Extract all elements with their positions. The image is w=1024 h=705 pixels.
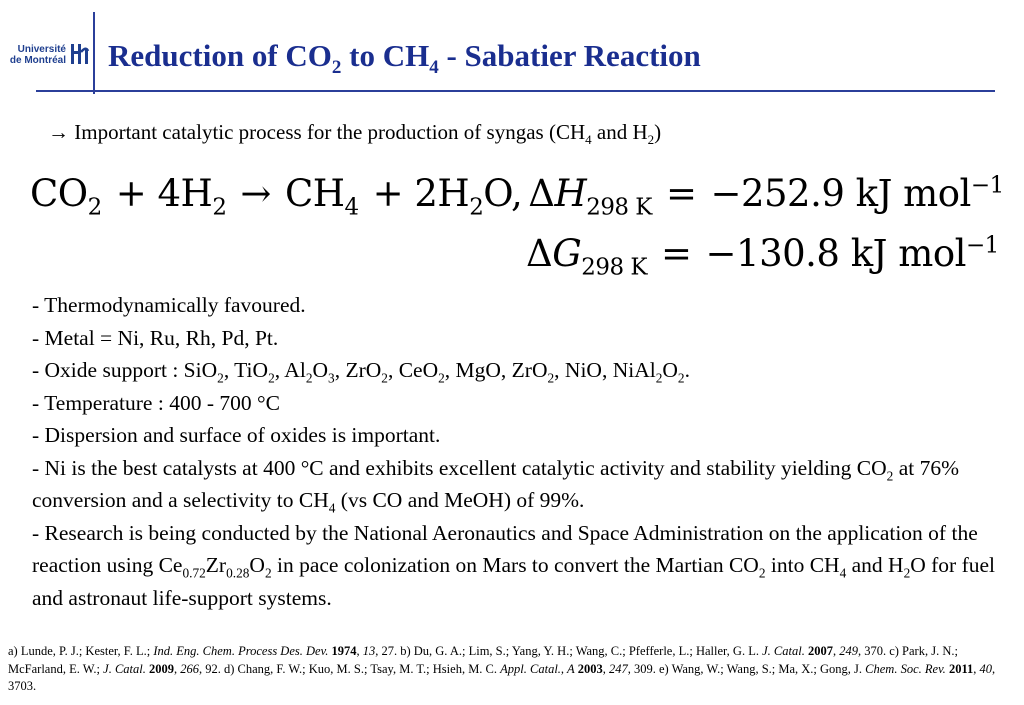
arrow-icon: →: [48, 120, 69, 144]
key-point: → Important catalytic process for the production of syngas ($CH_4$ and $H_2$): [48, 120, 662, 148]
logo-emblem-icon: [70, 42, 90, 66]
point-nasa-research: - Research is being conducted by the National Aeronautics and Space Administration on the application of the reaction using $Ce_{0.72}Zr_{0.28}O_2$ in pace colonization on Mars to convert the Martian $CO_2$ into $CH_4$ and $H_2O$ for fuel and astronaut life-support systems.: [32, 520, 996, 610]
point-temperature: - Temperature : 400 - 700 °C: [32, 390, 280, 415]
header-vertical-rule: [93, 12, 95, 94]
logo-wordmark: [8, 44, 66, 66]
logo-line-2: de Montréal: [9, 55, 66, 66]
reaction-equation: $CO_2 + 4H_2 \to CH_4 + 2H_2O$, $\Delta H_{298 K} = -252.9$ kJ mol$^{-1}$: [30, 172, 1004, 221]
body-text: [32, 289, 1002, 614]
reference-list: a) Lunde, P. J.; Kester, F. L.; Ind. Eng. Chem. Process Des. Dev. 1974, 13, 27. b) Du, G. A.; Lim, S.; Yang, Y. H.; Wang, C.; Pfefferle, L.; Haller, G. L. J. Catal. 2007, 249, 370. c) Park, J. N.; McFarland, E. W.; J. Catal. 2009, 266, 92. d) Chang, F. W.; Kuo, M. S.; Tsay, M. T.; Hsieh, M. C. Appl. Catal., A 2003, 247, 309. e) Wang, W.; Wang, S.; Ma, X.; Gong, J. Chem. Soc. Rev. 2011, 40, 3703.: [8, 644, 996, 693]
point-dispersion: - Dispersion and surface of oxides is important.: [32, 423, 441, 447]
point-oxide-support: - Oxide support : SiO$_2$, TiO$_2$, $Al_2O_3$, ZrO$_2$, CeO$_2$, MgO, ZrO$_2$, NiO, $NiAl_2O_2$.: [32, 358, 690, 386]
gibbs-energy-equation: $\Delta G_{298 K} = -130.8$ kJ mol$^{-1}$: [526, 232, 999, 281]
references: [8, 643, 1008, 696]
point-nickel-catalyst: - Ni is the best catalysts at 400 °C and exhibits excellent catalytic activity and stability yielding $CO_2$ at 76% conversion and a selectivity to $CH_4$ (vs CO and MeOH) of 99%.: [32, 455, 960, 516]
point-metals: - Metal = Ni, Ru, Rh, Pd, Pt.: [32, 325, 279, 350]
university-logo: [8, 40, 90, 80]
logo-line-1: Université: [17, 44, 66, 55]
point-thermodynamics: - Thermodynamically favoured.: [32, 293, 306, 317]
slide-title: Reduction of $CO_2$ to $CH_4$ - Sabatier Reaction: [108, 38, 701, 79]
header-horizontal-rule: [36, 90, 995, 92]
